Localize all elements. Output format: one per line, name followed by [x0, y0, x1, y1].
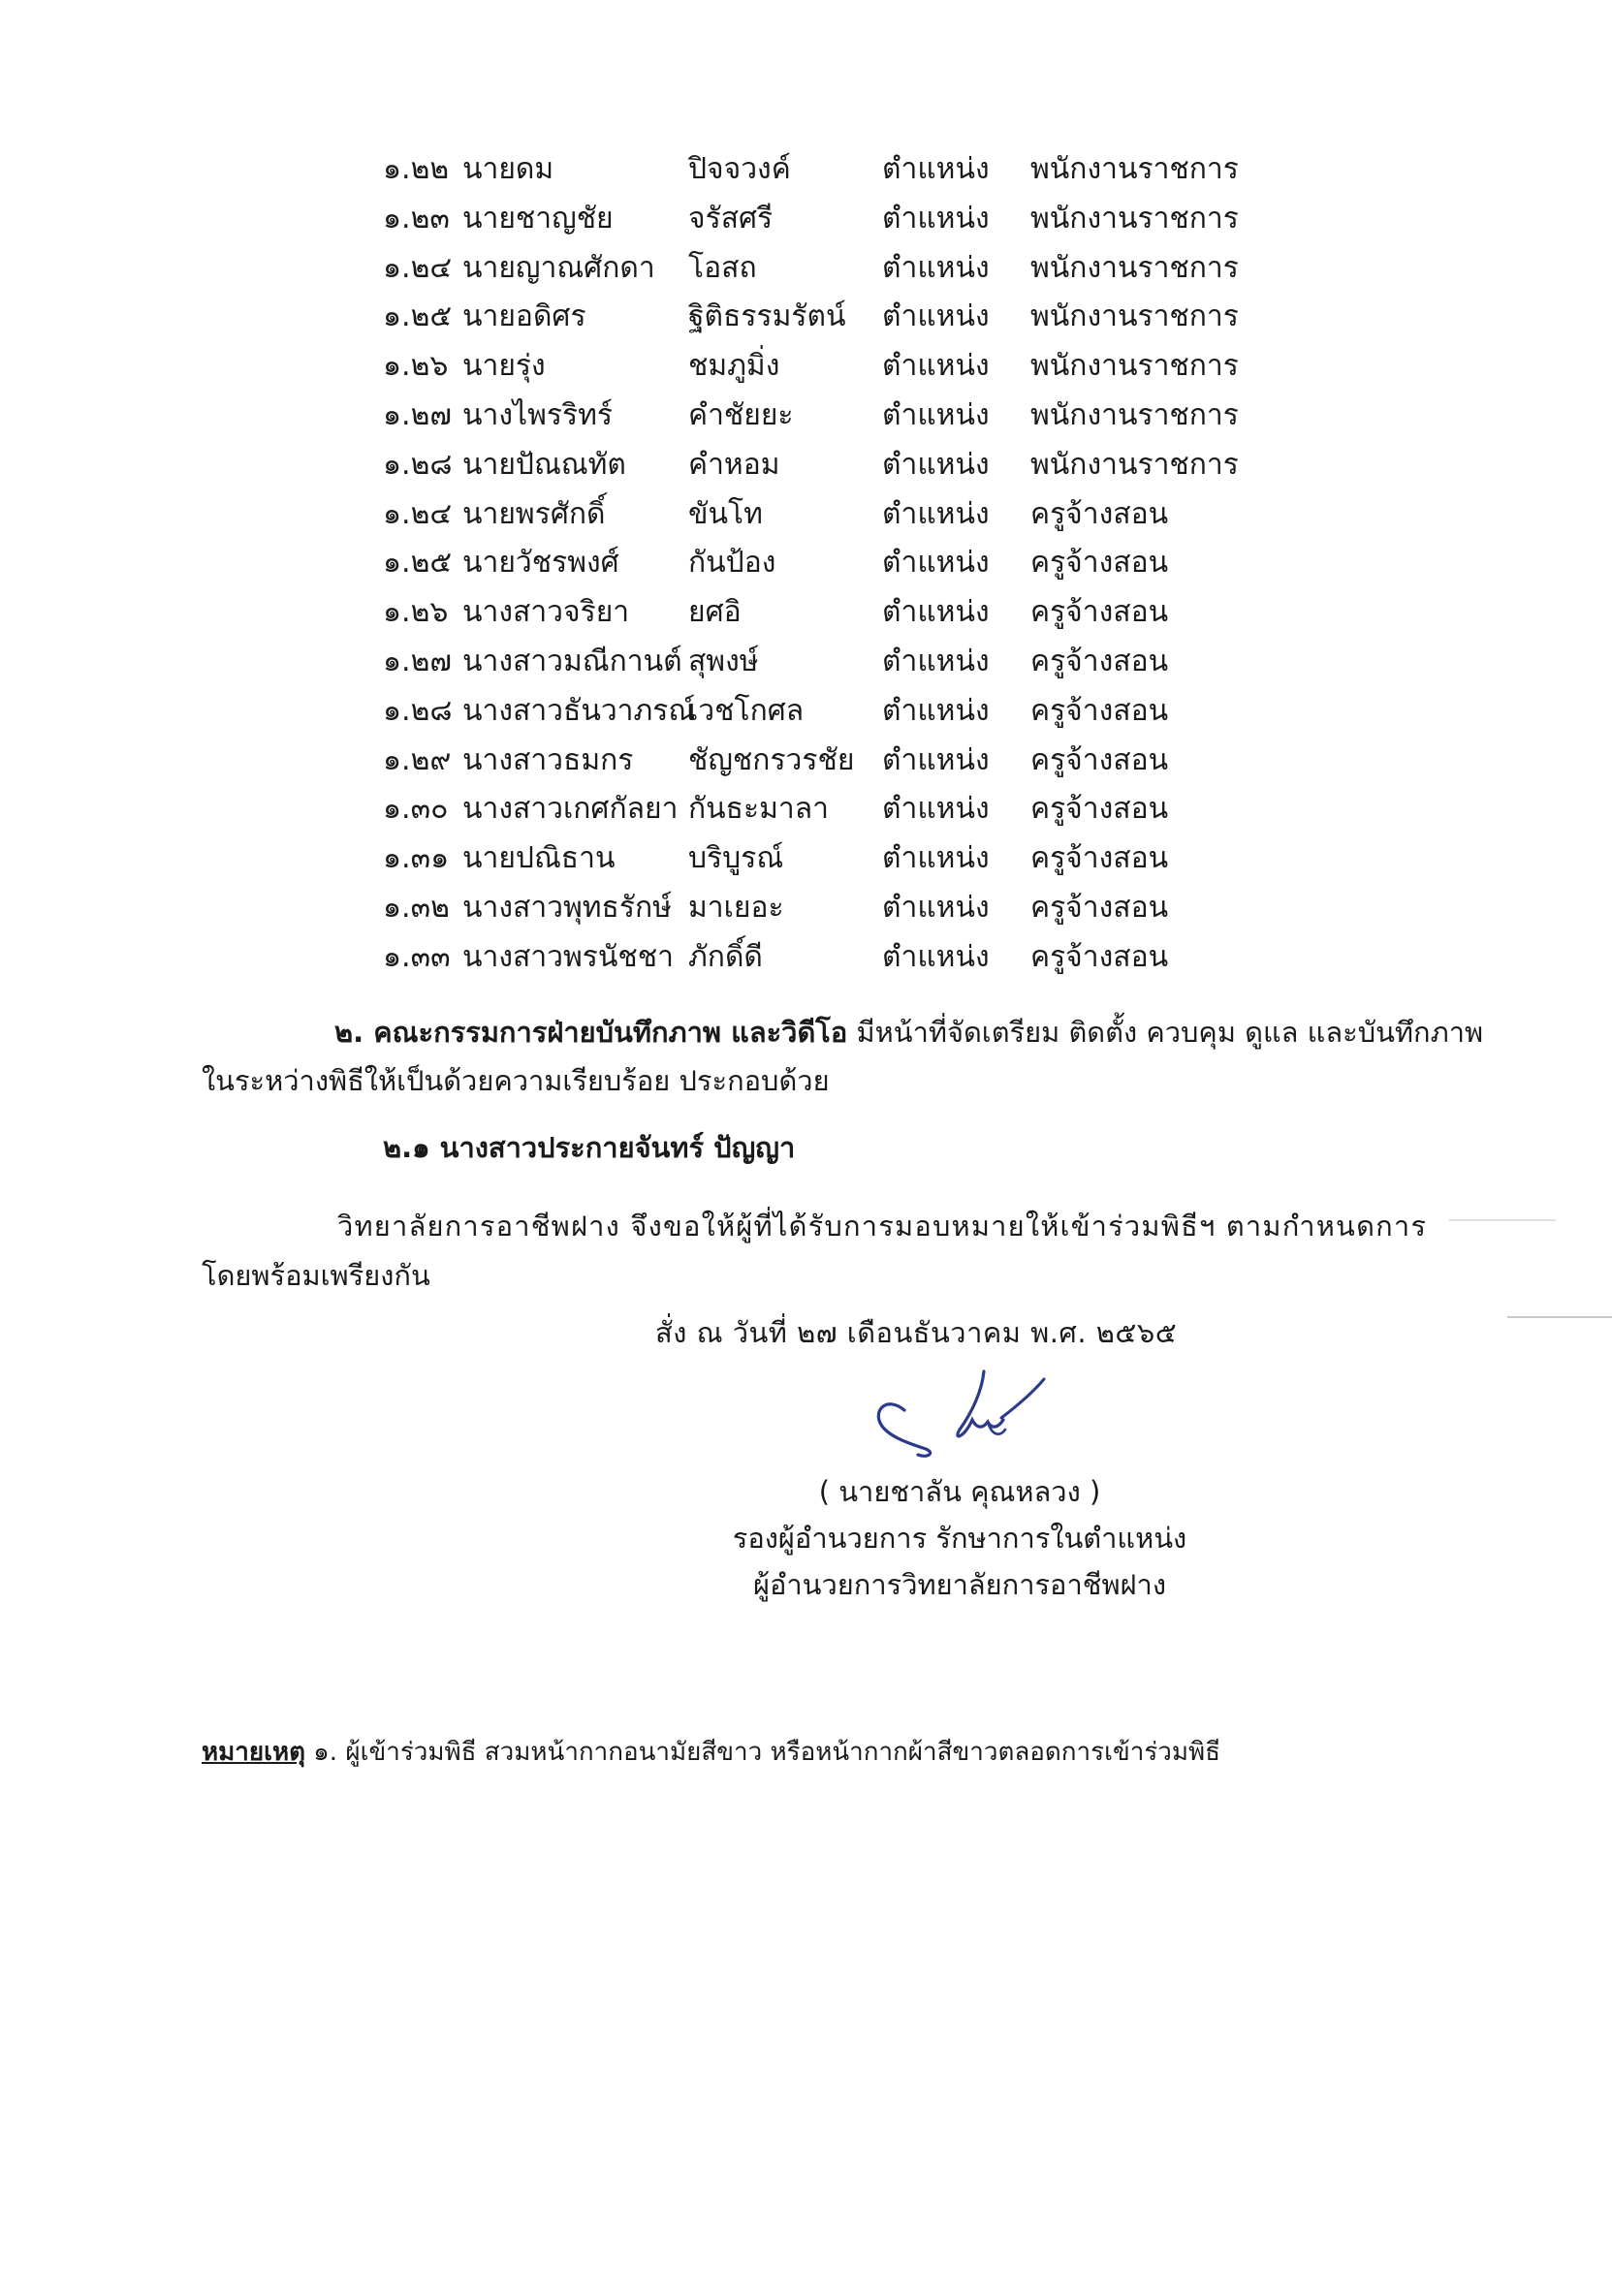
footnote-label: หมายเหตุ: [202, 1738, 306, 1767]
item-number: ๑.๒๓: [383, 201, 450, 236]
item-position-title: ครูจ้างสอน: [1030, 693, 1169, 728]
list-item: [383, 293, 1255, 342]
list-item: [383, 539, 1255, 588]
item-position-label: ตำแหน่ง: [882, 447, 990, 482]
list-item: [383, 490, 1255, 540]
item-number: ๑.๓๒: [383, 890, 450, 925]
item-position-label: ตำแหน่ง: [882, 693, 990, 728]
signatory-position-1: รองผู้อำนวยการ รักษาการในตำแหน่ง: [732, 1522, 1187, 1555]
item-position-label: ตำแหน่ง: [882, 349, 990, 384]
item-position-label: ตำแหน่ง: [882, 496, 990, 531]
item-position-label: ตำแหน่ง: [882, 595, 990, 630]
section2-text: มีหน้าที่จัดเตรียม ติดตั้ง ควบคุม ดูแล และบันทึกภาพ: [847, 1016, 1484, 1049]
list-item: [383, 441, 1255, 490]
item-position-title: ครูจ้างสอน: [1030, 496, 1169, 531]
item-position-title: พนักงานราชการ: [1030, 397, 1239, 432]
item-position-label: ตำแหน่ง: [882, 890, 990, 925]
closing-line1: วิทยาลัยการอาชีพฝาง จึงขอให้ผู้ที่ได้รับการมอบหมายให้เข้าร่วมพิธีฯ ตามกำหนดการ: [337, 1210, 1428, 1242]
footnote-text: ๑. ผู้เข้าร่วมพิธี สวมหน้ากากอนามัยสีขาว หรือหน้ากากผ้าสีขาวตลอดการเข้าร่วมพิธี: [305, 1738, 1221, 1767]
item-surname: ปิจจวงค์: [688, 152, 791, 186]
item-surname: คำหอม: [688, 447, 780, 482]
item-name: นายพรศักดิ์: [462, 496, 606, 531]
item-position-title: ครูจ้างสอน: [1030, 546, 1169, 581]
item-position-title: ครูจ้างสอน: [1030, 595, 1169, 630]
item-position-title: ครูจ้างสอน: [1030, 890, 1169, 925]
item-name: นายญาณศักดา: [462, 250, 655, 285]
item-position-label: ตำแหน่ง: [882, 792, 990, 827]
item-surname: เวชโกศล: [688, 693, 805, 728]
item-surname: มาเยอะ: [688, 890, 784, 925]
item-position-label: ตำแหน่ง: [882, 841, 990, 876]
list-item: [383, 933, 1255, 983]
item-surname: จรัสศรี: [688, 201, 774, 236]
item-position-title: ครูจ้างสอน: [1030, 644, 1169, 678]
scan-artifact: [1449, 1219, 1556, 1221]
item-name: นายชาญชัย: [462, 201, 614, 236]
item-number: ๑.๓๐: [383, 792, 449, 827]
list-item: [383, 392, 1255, 441]
list-item: [383, 145, 1255, 195]
item-name: นางสาวเกศกัลยา: [462, 792, 679, 827]
list-item: [383, 638, 1255, 687]
section2-line1: [334, 1008, 1483, 1056]
item-number: ๑.๒๕: [383, 299, 453, 334]
item-position-label: ตำแหน่ง: [882, 152, 990, 186]
footnote: [202, 1733, 1220, 1772]
item-number: ๑.๒๔: [383, 496, 453, 531]
item-position-label: ตำแหน่ง: [882, 397, 990, 432]
item-position-label: ตำแหน่ง: [882, 546, 990, 581]
item-position-label: ตำแหน่ง: [882, 742, 990, 777]
item-name: นายอดิศร: [462, 299, 586, 334]
item-name: นางสาวธมกร: [462, 742, 634, 777]
item-position-title: พนักงานราชการ: [1030, 152, 1239, 186]
section2-heading: ๒. คณะกรรมการฝ่ายบันทึกภาพ และวิดีโอ: [334, 1016, 848, 1049]
item-position-title: พนักงานราชการ: [1030, 299, 1239, 334]
list-item: [383, 195, 1255, 244]
item-number: ๑.๒๕: [383, 546, 453, 581]
item-position-title: พนักงานราชการ: [1030, 201, 1239, 236]
item-name: นางสาวพุทธรักษ์: [462, 890, 672, 925]
item-position-title: พนักงานราชการ: [1030, 349, 1239, 384]
item-position-title: ครูจ้างสอน: [1030, 841, 1169, 876]
item-number: ๑.๓๓: [383, 939, 451, 974]
signatory-name: ( นายชาลัน คุณหลวง ): [818, 1475, 1101, 1508]
list-item: [383, 737, 1255, 786]
item-position-title: ครูจ้างสอน: [1030, 742, 1169, 777]
list-item: [383, 687, 1255, 737]
item-name: นายรุ่ง: [462, 349, 546, 384]
closing-line2: โดยพร้อมเพรียงกัน: [202, 1259, 430, 1292]
item-surname: ยศอิ: [688, 595, 742, 630]
item-name: นางสาวจริยา: [462, 595, 630, 630]
item-name: นายดม: [462, 152, 554, 186]
item-surname: ชมภูมิ่ง: [688, 349, 780, 384]
item-surname: ชัญชกรวรชัย: [688, 742, 855, 777]
section2-member: ๒.๑ นางสาวประกายจันทร์ ปัญญา: [383, 1131, 796, 1164]
item-number: ๑.๓๑: [383, 841, 450, 876]
item-position-title: พนักงานราชการ: [1030, 447, 1239, 482]
order-date: สั่ง ณ วันที่ ๒๗ เดือนธันวาคม พ.ศ. ๒๕๖๕: [655, 1316, 1178, 1349]
item-number: ๑.๒๗: [383, 397, 452, 432]
item-surname: คำชัยยะ: [688, 397, 794, 432]
signatory-position-2: ผู้อำนวยการวิทยาลัยการอาชีพฝาง: [752, 1568, 1166, 1601]
item-number: ๑.๒๔: [383, 250, 453, 285]
item-number: ๑.๒๒: [383, 152, 450, 186]
item-name: นางสาวพรนัชชา: [462, 939, 674, 974]
handwritten-signature: [868, 1352, 1061, 1468]
item-position-label: ตำแหน่ง: [882, 644, 990, 678]
item-name: นายปัณณทัต: [462, 447, 626, 482]
list-item: [383, 834, 1255, 884]
item-name: นายปณิธาน: [462, 841, 616, 876]
item-name: นางสาวธันวาภรณ์: [462, 693, 696, 728]
list-item: [383, 884, 1255, 933]
list-item: [383, 244, 1255, 294]
section2-line2: ในระหว่างพิธีให้เป็นด้วยความเรียบร้อย ประกอบด้วย: [202, 1064, 830, 1097]
list-item: [383, 588, 1255, 638]
staff-list: [383, 145, 1255, 983]
item-position-label: ตำแหน่ง: [882, 299, 990, 334]
item-number: ๑.๒๗: [383, 644, 452, 678]
item-number: ๑.๒๖: [383, 595, 449, 630]
item-surname: โอสถ: [688, 250, 757, 285]
signature-block: [717, 1468, 1202, 1608]
item-surname: ฐิติธรรมรัตน์: [688, 299, 846, 334]
list-item: [383, 342, 1255, 392]
scan-artifact: [1507, 1316, 1612, 1318]
item-surname: สุพงษ์: [688, 644, 759, 678]
item-surname: บริบูรณ์: [688, 841, 784, 876]
item-name: นางไพรริทร์: [462, 397, 613, 432]
item-position-title: ครูจ้างสอน: [1030, 939, 1169, 974]
item-position-title: พนักงานราชการ: [1030, 250, 1239, 285]
item-surname: กันธะมาลา: [688, 792, 829, 827]
item-number: ๑.๒๘: [383, 693, 453, 728]
item-number: ๑.๒๘: [383, 447, 453, 482]
item-position-title: ครูจ้างสอน: [1030, 792, 1169, 827]
item-number: ๑.๒๖: [383, 349, 449, 384]
list-item: [383, 785, 1255, 834]
item-position-label: ตำแหน่ง: [882, 939, 990, 974]
item-surname: ภักดิ์ดี: [688, 939, 763, 974]
item-number: ๑.๒๙: [383, 742, 452, 777]
item-surname: กันป้อง: [688, 546, 776, 581]
item-position-label: ตำแหน่ง: [882, 250, 990, 285]
item-position-label: ตำแหน่ง: [882, 201, 990, 236]
item-name: นางสาวมณีกานต์: [462, 644, 682, 678]
item-surname: ขันโท: [688, 496, 763, 531]
item-name: นายวัชรพงศ์: [462, 546, 619, 581]
